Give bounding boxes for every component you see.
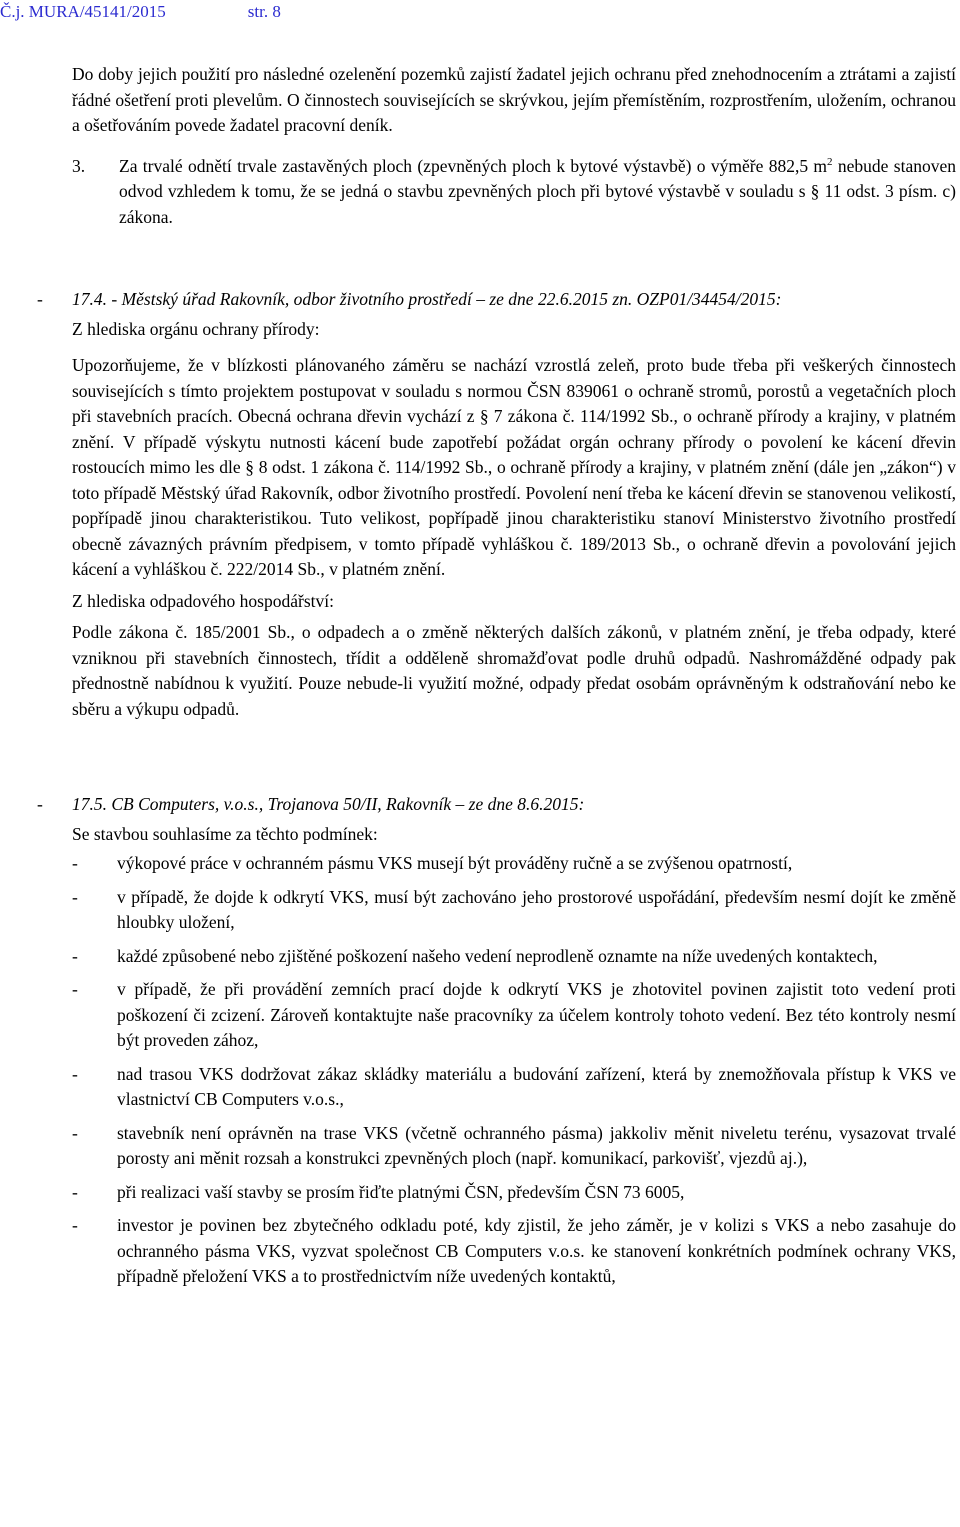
conditions-list <box>72 851 956 1290</box>
section-heading <box>37 792 956 818</box>
subheading-waste: Z hlediska odpadového hospodářství: <box>72 590 334 611</box>
list-item-text: v případě, že při provádění zemních prací dojde k odkrytí VKS je zhotovitel povinen zajistit toto vedení proti poškození či zcizení. Zároveň kontaktujte naše pracovníky za účelem kontroly tohoto vedení. Bez této kontroly nesmí být proveden zához, <box>117 979 956 1050</box>
bullet-dash: - <box>72 1063 78 1084</box>
intro-paragraph: Do doby jejich použití pro následné ozelenění pozemků zajistí žadatel jejich ochranu před znehodnocením a ztrátami a zajistí řádné ošetření proti plevelům. O činnostech souvisejících se skrývkou, jejím přemístěním, rozprostřením, uložením, ochranou a ošetřováním povede žadatel pracovní deník. <box>72 64 956 135</box>
nature-paragraph: Upozorňujeme, že v blízkosti plánovaného záměru se nachází vzrostlá zeleň, proto bude třeba při veškerých činnostech souvisejících s tímto projektem postupovat v souladu s normou ČSN 839061 o ochraně stromů, porostů a vegetačních ploch při stavebních pracích. Obecná ochrana dřevin vychází z § 7 zákona č. 114/1992 Sb., o ochraně přírody a krajiny, v platném znění. V případě výskytu nutnosti kácení bude zapotřebí požádat orgán ochrany přírody o povolení ke kácení dřevin rostoucích mimo les dle § 8 odst. 1 zákona č. 114/1992 Sb., o ochraně přírody a krajiny, v platném znění (dále jen „zákon“) v toto případě Městský úřad Rakovník, odbor životního prostředí. Povolení není třeba ke kácení dřevin se stanovenou velikostí, popřípadě jinou charakteristikou. Tuto velikost, popřípadě jinou charakteristiku stanoví Ministerstvo životního prostředí obecně závazných právním předpisem, v tomto případě vyhláškou č. 189/2013 Sb., o ochraně dřevin a povolování jejich kácení a vyhláškou č. 222/2014 Sb., v platném znění. <box>72 355 956 579</box>
bullet-dash: - <box>72 1215 78 1235</box>
section-17-4 <box>37 287 956 722</box>
list-item <box>72 1213 956 1290</box>
conditions-intro: Se stavbou souhlasíme za těchto podmínek: <box>72 823 378 844</box>
list-item-text: nad trasou VKS dodržovat zákaz skládky materiálu a budování zařízení, která by znemožňovala přístup k VKS ve vlastnictví CB Computers v.o.s., <box>117 1063 956 1109</box>
list-item <box>72 885 956 936</box>
list-item <box>72 977 956 1054</box>
section-dash: - <box>37 289 43 309</box>
bullet-dash: - <box>72 979 78 999</box>
list-item <box>72 1121 956 1172</box>
list-item <box>72 944 956 970</box>
bullet-dash: - <box>72 886 78 907</box>
bullet-dash: - <box>72 1181 78 1202</box>
section-heading <box>37 287 956 313</box>
section-heading-text: 17.5. CB Computers, v.o.s., Trojanova 50/II, Rakovník – ze dne 8.6.2015: <box>72 794 585 814</box>
bullet-dash: - <box>72 853 78 873</box>
item-number: 3. <box>72 155 86 176</box>
page-header <box>0 2 281 26</box>
list-item-text: každé způsobené nebo zjištěné poškození našeho vedení neprodleně oznamte na níže uvedených kontaktech, <box>117 945 878 966</box>
superscript: 2 <box>827 155 833 168</box>
waste-paragraph: Podle zákona č. 185/2001 Sb., o odpadech a o změně některých dalších zákonů, v platném znění, je třeba odpady, které vzniknou při stavebních činnostech, třídit a odděleně shromažďovat podle druhů odpadů. Nashromážděné odpady pak přednostně nabídnou k využití. Pouze nebude-li využití možné, odpady předat osobám oprávněným k odstraňování nebo ke sběru a výkupu odpadů. <box>72 622 956 719</box>
section-dash: - <box>37 794 43 814</box>
section-17-5 <box>37 792 956 1290</box>
item-text-end: nebude stanoven odvod vzhledem k tomu, že se jedná o stavbu zpevněných ploch při bytové výstavbě v souladu s § 11 odst. 3 písm. c) zákona. <box>119 155 956 227</box>
list-item <box>72 851 956 877</box>
list-item-text: při realizaci vaší stavby se prosím řiďte platnými ČSN, především ČSN 73 6005, <box>117 1181 685 1202</box>
list-item-text: v případě, že dojde k odkrytí VKS, musí být zachováno jeho prostorové uspořádání, především nesmí dojít ke změně hloubky uložení, <box>117 886 956 932</box>
list-item-text: stavebník není oprávněn na trase VKS (včetně ochranného pásma) jakkoliv měnit niveletu terénu, vysazovat trvalé porosty ani měnit rozsah a konstrukci zpevněných ploch (např. komunikací, parkovišť, vjezdů aj.), <box>117 1122 956 1168</box>
list-item <box>72 1180 956 1206</box>
numbered-item-3 <box>72 154 956 231</box>
list-item-text: investor je povinen bez zbytečného odkladu poté, kdy zjistil, že jeho záměr, je v kolizi s VKS a nebo zasahuje do ochranného pásma VKS, vyzvat společnost CB Computers v.o.s. ke stanovení konkrétních podmínek ochrany VKS, případně přeložení VKS a to prostřednictvím níže uvedených kontaktů, <box>117 1215 956 1286</box>
list-item <box>72 1062 956 1113</box>
bullet-dash: - <box>72 1122 78 1143</box>
subheading-nature: Z hlediska orgánu ochrany přírody: <box>72 318 320 339</box>
section-heading-text: 17.4. - Městský úřad Rakovník, odbor životního prostředí – ze dne 22.6.2015 zn. OZP01/34454/2015: <box>72 289 782 309</box>
document-body <box>37 62 956 1290</box>
page-number: str. 8 <box>247 2 281 21</box>
document-reference: Č.j. MURA/45141/2015 <box>0 2 166 21</box>
list-item-text: výkopové práce v ochranném pásmu VKS musejí být prováděny ručně a se zvýšenou opatrností, <box>117 853 793 873</box>
item-text-start: Za trvalé odnětí trvale zastavěných ploch (zpevněných ploch k bytové výstavbě) o výměře 882,5 m <box>119 155 828 176</box>
bullet-dash: - <box>72 945 78 966</box>
